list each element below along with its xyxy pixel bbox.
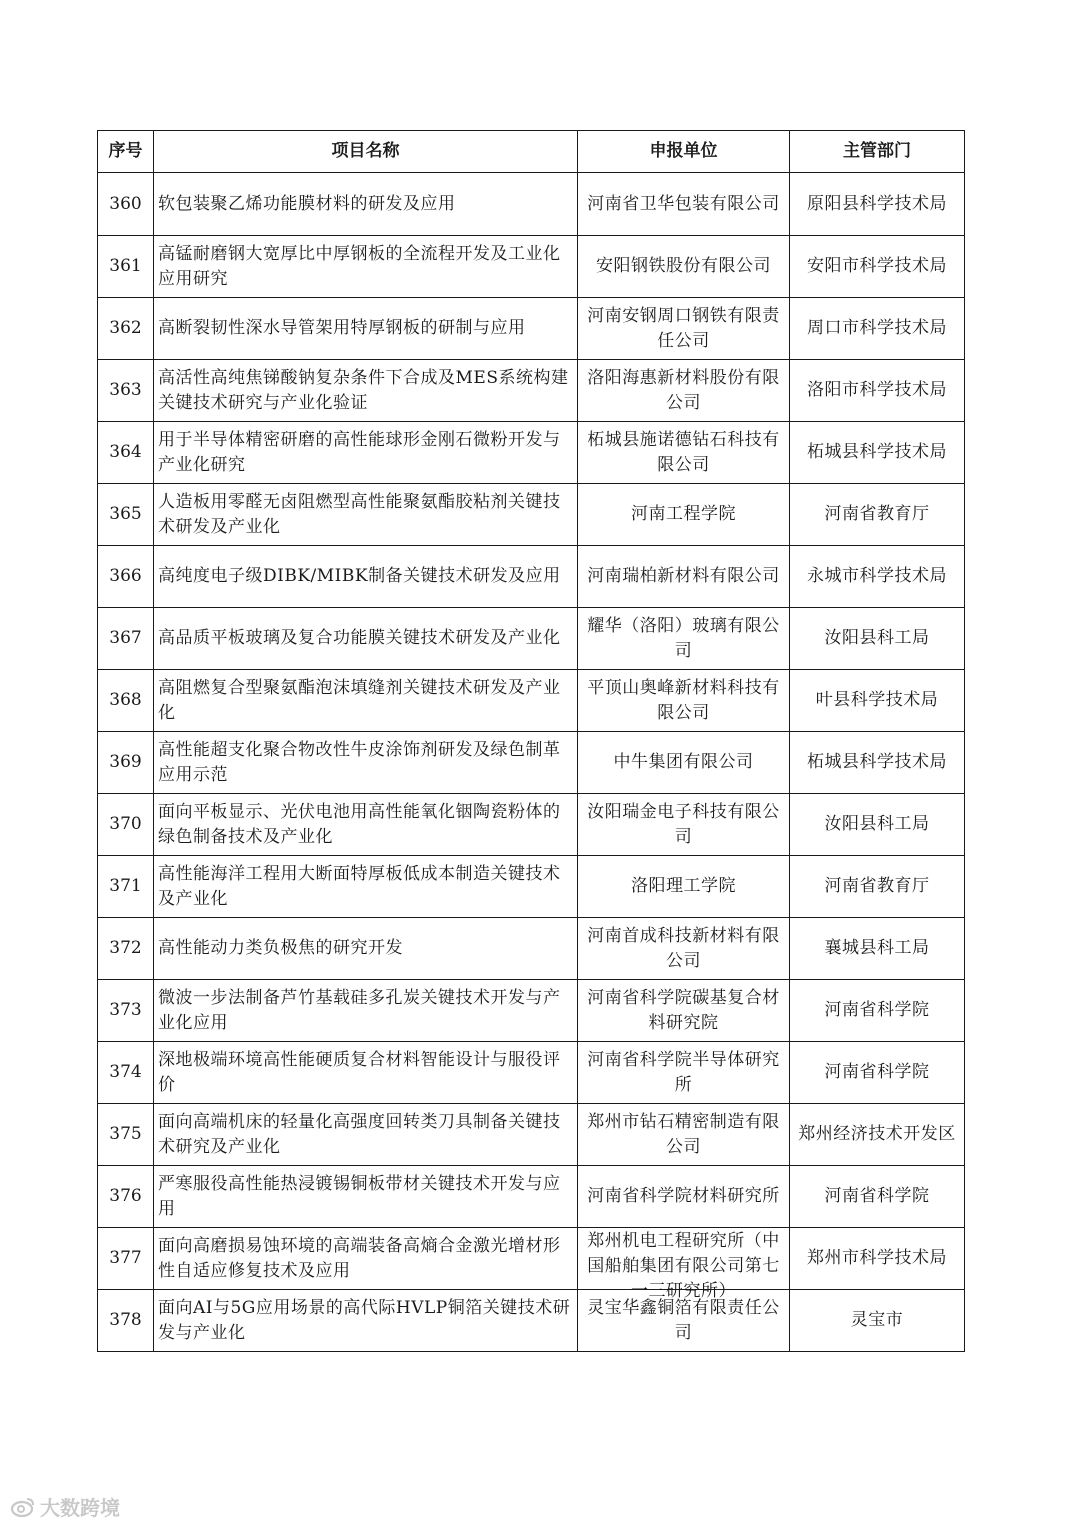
- row-serial-number-text: 374: [109, 1062, 142, 1082]
- row-serial-number: [98, 670, 154, 732]
- row-project-name-text: 面向平板显示、光伏电池用高性能氧化铟陶瓷粉体的绿色制备技术及产业化: [158, 801, 561, 847]
- row-project-name-text: 高性能超支化聚合物改性牛皮涂饰剂研发及绿色制革应用示范: [158, 739, 561, 785]
- row-department-text: 周口市科学技术局: [807, 318, 947, 338]
- table-row: [98, 1042, 965, 1104]
- row-serial-number-text: 367: [109, 628, 142, 648]
- row-serial-number: [98, 794, 154, 856]
- row-project-name: [154, 918, 578, 980]
- row-serial-number-text: 370: [109, 814, 142, 834]
- row-applicant-unit: [578, 546, 790, 608]
- table-row: [98, 298, 965, 360]
- row-department: [790, 856, 965, 918]
- row-department: [790, 670, 965, 732]
- row-department-text: 永城市科学技术局: [807, 566, 947, 586]
- row-applicant-unit: [578, 1042, 790, 1104]
- row-department-text: 河南省科学院: [824, 1062, 930, 1082]
- row-department-text: 柘城县科学技术局: [807, 752, 947, 772]
- row-applicant-unit: [578, 298, 790, 360]
- table-row: [98, 1290, 965, 1352]
- row-serial-number-text: 368: [109, 690, 142, 710]
- row-serial-number: [98, 546, 154, 608]
- row-applicant-unit-text: 河南省科学院半导体研究所: [587, 1049, 780, 1095]
- row-project-name: [154, 1290, 578, 1352]
- row-project-name-text: 高活性高纯焦锑酸钠复杂条件下合成及MES系统构建关键技术研究与产业化验证: [158, 367, 569, 413]
- row-serial-number: [98, 918, 154, 980]
- row-project-name: [154, 670, 578, 732]
- row-serial-number: [98, 1042, 154, 1104]
- row-applicant-unit: [578, 484, 790, 546]
- row-serial-number-text: 373: [109, 1000, 142, 1020]
- row-applicant-unit-text: 河南首成科技新材料有限公司: [587, 925, 780, 971]
- row-project-name: [154, 1166, 578, 1228]
- row-project-name: [154, 298, 578, 360]
- row-serial-number-text: 364: [109, 442, 142, 462]
- row-department: [790, 608, 965, 670]
- row-department-text: 河南省科学院: [824, 1186, 930, 1206]
- row-department: [790, 1228, 965, 1290]
- row-applicant-unit-text: 柘城县施诺德钻石科技有限公司: [587, 429, 780, 475]
- row-department-text: 汝阳县科工局: [824, 814, 930, 834]
- row-applicant-unit: [578, 236, 790, 298]
- row-serial-number: [98, 1104, 154, 1166]
- header-serial: 序号: [98, 131, 154, 173]
- row-department-text: 郑州市科学技术局: [807, 1248, 947, 1268]
- row-project-name: [154, 732, 578, 794]
- table-row: [98, 1166, 965, 1228]
- row-applicant-unit: [578, 980, 790, 1042]
- row-applicant-unit-text: 汝阳瑞金电子科技有限公司: [587, 801, 780, 847]
- row-department: [790, 173, 965, 236]
- row-project-name-text: 高性能海洋工程用大断面特厚板低成本制造关键技术及产业化: [158, 863, 561, 909]
- row-project-name-text: 高品质平板玻璃及复合功能膜关键技术研发及产业化: [158, 628, 561, 648]
- row-serial-number-text: 363: [109, 380, 142, 400]
- row-applicant-unit: [578, 360, 790, 422]
- row-applicant-unit: [578, 732, 790, 794]
- row-project-name-text: 用于半导体精密研磨的高性能球形金刚石微粉开发与产业化研究: [158, 429, 561, 475]
- table-row: [98, 360, 965, 422]
- row-project-name-text: 深地极端环境高性能硬质复合材料智能设计与服役评价: [158, 1049, 561, 1095]
- row-applicant-unit-text: 河南安钢周口钢铁有限责任公司: [587, 305, 780, 351]
- row-serial-number-text: 372: [109, 938, 142, 958]
- row-serial-number-text: 369: [109, 752, 142, 772]
- row-applicant-unit: [578, 608, 790, 670]
- row-serial-number-text: 361: [109, 256, 142, 276]
- row-applicant-unit-text: 河南瑞柏新材料有限公司: [587, 566, 780, 586]
- row-serial-number-text: 378: [109, 1310, 142, 1330]
- row-applicant-unit-text: 灵宝华鑫铜箔有限责任公司: [587, 1297, 780, 1343]
- header-applicant-unit: 申报单位: [578, 131, 790, 173]
- row-applicant-unit-text: 河南省卫华包装有限公司: [587, 193, 780, 214]
- table-row: [98, 484, 965, 546]
- row-applicant-unit-text: 郑州机电工程研究所（中国船舶集团有限公司第七一三研究所）: [587, 1230, 780, 1301]
- row-project-name-text: 高阻燃复合型聚氨酯泡沫填缝剂关键技术研发及产业化: [158, 677, 561, 723]
- header-department: 主管部门: [790, 131, 965, 173]
- row-applicant-unit: [578, 1290, 790, 1352]
- row-serial-number: [98, 484, 154, 546]
- row-project-name-text: 严寒服役高性能热浸镀锡铜板带材关键技术开发与应用: [158, 1173, 561, 1219]
- row-serial-number-text: 375: [109, 1124, 142, 1144]
- row-serial-number: [98, 608, 154, 670]
- row-department: [790, 422, 965, 484]
- row-applicant-unit-text: 中牛集团有限公司: [613, 752, 754, 772]
- weibo-logo-icon: [10, 1496, 36, 1518]
- table-row: [98, 1104, 965, 1166]
- watermark-text: 大数跨境: [40, 1496, 120, 1520]
- row-serial-number-text: 376: [109, 1186, 142, 1206]
- row-project-name-text: 高性能动力类负极焦的研究开发: [158, 938, 403, 958]
- row-applicant-unit: [578, 856, 790, 918]
- table-row: [98, 608, 965, 670]
- row-serial-number-text: 366: [109, 566, 142, 586]
- row-serial-number-text: 362: [109, 318, 142, 338]
- row-department-text: 汝阳县科工局: [824, 628, 930, 648]
- row-project-name-text: 软包装聚乙烯功能膜材料的研发及应用: [158, 193, 456, 214]
- row-department: [790, 1166, 965, 1228]
- row-serial-number-text: 360: [109, 193, 142, 214]
- row-serial-number: [98, 173, 154, 236]
- row-department: [790, 732, 965, 794]
- table-row: [98, 670, 965, 732]
- row-serial-number-text: 365: [109, 504, 142, 524]
- row-serial-number-text: 377: [109, 1248, 142, 1268]
- row-applicant-unit-text: 洛阳理工学院: [631, 876, 736, 896]
- row-serial-number: [98, 1290, 154, 1352]
- project-table: [97, 130, 965, 1352]
- row-serial-number: [98, 236, 154, 298]
- row-department: [790, 1290, 965, 1352]
- row-department-text: 郑州经济技术开发区: [798, 1124, 956, 1144]
- row-department-text: 洛阳市科学技术局: [807, 380, 947, 400]
- row-serial-number: [98, 732, 154, 794]
- row-project-name: [154, 1104, 578, 1166]
- row-applicant-unit-text: 洛阳海惠新材料股份有限公司: [587, 367, 780, 413]
- row-project-name: [154, 1042, 578, 1104]
- row-applicant-unit-text: 河南省科学院碳基复合材料研究院: [587, 987, 780, 1033]
- row-department-text: 安阳市科学技术局: [807, 256, 947, 276]
- table-row: [98, 236, 965, 298]
- table-row: [98, 980, 965, 1042]
- row-serial-number: [98, 422, 154, 484]
- row-serial-number: [98, 1166, 154, 1228]
- row-department-text: 河南省教育厅: [824, 876, 930, 896]
- row-applicant-unit-text: 河南工程学院: [631, 504, 736, 524]
- row-department-text: 河南省教育厅: [824, 504, 930, 524]
- row-department: [790, 1104, 965, 1166]
- table-row: [98, 173, 965, 236]
- row-department-text: 柘城县科学技术局: [807, 442, 947, 462]
- row-applicant-unit: [578, 794, 790, 856]
- row-department-text: 襄城县科工局: [824, 938, 930, 958]
- table-header-row: [98, 131, 965, 173]
- table-row: [98, 422, 965, 484]
- row-project-name: [154, 856, 578, 918]
- row-department-text: 河南省科学院: [824, 1000, 930, 1020]
- table-row: [98, 546, 965, 608]
- row-project-name: [154, 980, 578, 1042]
- row-department: [790, 236, 965, 298]
- row-project-name: [154, 546, 578, 608]
- row-project-name-text: 面向AI与5G应用场景的高代际HVLP铜箔关键技术研发与产业化: [158, 1297, 571, 1343]
- row-department: [790, 980, 965, 1042]
- row-project-name-text: 面向高磨损易蚀环境的高端装备高熵合金激光增材形性自适应修复技术及应用: [158, 1235, 561, 1281]
- row-project-name: [154, 1228, 578, 1290]
- row-serial-number: [98, 1228, 154, 1290]
- row-applicant-unit-text: 河南省科学院材料研究所: [587, 1186, 780, 1206]
- table-row: [98, 1228, 965, 1290]
- row-department: [790, 546, 965, 608]
- row-department-text: 灵宝市: [850, 1310, 904, 1330]
- row-department: [790, 484, 965, 546]
- row-department: [790, 1042, 965, 1104]
- row-project-name-text: 微波一步法制备芦竹基载硅多孔炭关键技术开发与产业化应用: [158, 987, 561, 1033]
- row-department-text: 原阳县科学技术局: [807, 193, 947, 214]
- row-serial-number: [98, 856, 154, 918]
- row-applicant-unit: [578, 422, 790, 484]
- row-applicant-unit: [578, 173, 790, 236]
- row-serial-number-text: 371: [109, 876, 142, 896]
- row-applicant-unit-text: 平顶山奥峰新材料科技有限公司: [587, 677, 780, 723]
- row-project-name-text: 高纯度电子级DIBK/MIBK制备关键技术研发及应用: [158, 566, 561, 586]
- table-row: [98, 794, 965, 856]
- row-project-name-text: 高锰耐磨钢大宽厚比中厚钢板的全流程开发及工业化应用研究: [158, 243, 561, 289]
- table-row: [98, 918, 965, 980]
- row-project-name: [154, 608, 578, 670]
- row-project-name: [154, 173, 578, 236]
- row-serial-number: [98, 980, 154, 1042]
- row-department: [790, 918, 965, 980]
- row-department-text: 叶县科学技术局: [815, 690, 939, 710]
- header-project-name: 项目名称: [154, 131, 578, 173]
- row-applicant-unit: [578, 918, 790, 980]
- row-project-name-text: 高断裂韧性深水导管架用特厚钢板的研制与应用: [158, 318, 526, 338]
- row-serial-number: [98, 360, 154, 422]
- row-project-name: [154, 484, 578, 546]
- row-applicant-unit: [578, 1104, 790, 1166]
- row-applicant-unit: [578, 1228, 790, 1301]
- row-department: [790, 360, 965, 422]
- row-applicant-unit-text: 耀华（洛阳）玻璃有限公司: [587, 615, 780, 661]
- watermark: [10, 1492, 120, 1521]
- row-project-name-text: 面向高端机床的轻量化高强度回转类刀具制备关键技术研究及产业化: [158, 1111, 561, 1157]
- row-project-name: [154, 422, 578, 484]
- row-applicant-unit-text: 郑州市钻石精密制造有限公司: [587, 1111, 780, 1157]
- table-row: [98, 856, 965, 918]
- row-applicant-unit: [578, 670, 790, 732]
- row-project-name: [154, 360, 578, 422]
- row-applicant-unit-text: 安阳钢铁股份有限公司: [596, 256, 771, 276]
- row-department: [790, 298, 965, 360]
- row-applicant-unit: [578, 1166, 790, 1228]
- row-serial-number: [98, 298, 154, 360]
- table-row: [98, 732, 965, 794]
- row-project-name-text: 人造板用零醛无卤阻燃型高性能聚氨酯胶粘剂关键技术研发及产业化: [158, 491, 561, 537]
- row-department: [790, 794, 965, 856]
- row-project-name: [154, 794, 578, 856]
- row-project-name: [154, 236, 578, 298]
